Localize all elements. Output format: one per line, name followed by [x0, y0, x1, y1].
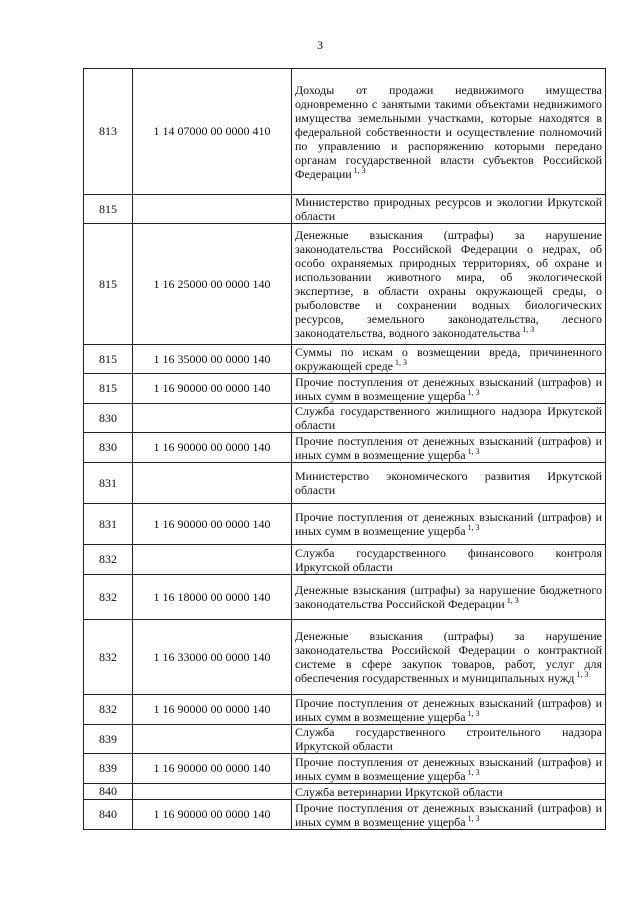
kbk-cell: 1 16 90000 00 0000 140: [133, 374, 292, 404]
admin-code-cell: 815: [84, 345, 133, 374]
table-row: [84, 224, 606, 345]
kbk-cell: 1 16 35000 00 0000 140: [133, 345, 292, 374]
kbk-cell: [133, 784, 292, 800]
table-row: [84, 195, 606, 224]
revenue-name-cell: [292, 575, 606, 620]
admin-code-cell: 839: [84, 754, 133, 784]
administrator-name-cell: Служба государственного строительного надзора Иркутской области: [292, 725, 606, 754]
footnote-ref: 1, 3: [395, 358, 408, 367]
table-row: [84, 345, 606, 374]
kbk-cell: 1 16 33000 00 0000 140: [133, 620, 292, 695]
admin-code-cell: 840: [84, 800, 133, 830]
admin-code-cell: 839: [84, 725, 133, 754]
table-row: [84, 575, 606, 620]
kbk-cell: [133, 404, 292, 433]
admin-code-cell: 813: [84, 69, 133, 195]
table-row: [84, 504, 606, 545]
revenue-name-cell: [292, 504, 606, 545]
revenue-name-text: Суммы по искам о возмещении вреда, причиненного окружающей среде: [295, 345, 602, 373]
footnote-ref: 1, 3: [353, 165, 366, 175]
administrator-name-cell: Служба государственного жилищного надзора Иркутской области: [292, 404, 606, 433]
revenue-name-text: Прочие поступления от денежных взысканий (штрафов) и иных сумм в возмещение ущерба: [295, 754, 602, 783]
revenue-name-text: Доходы от продажи недвижимого имущества одновременно с занятыми такими объектами недвижимого имущества земельными участками, которые находятся в федеральной собственности и осуществление полномочий по управлению и распоряжению которыми передано органам государственной власти субъектов Российской Федерации: [295, 82, 602, 181]
table-row: [84, 404, 606, 433]
revenue-name-text: Денежные взыскания (штрафы) за нарушение законодательства Российской Федерации о контрактной системе в сфере закупок товаров, работ, услуг для обеспечения государственных и муниципальных нужд: [295, 629, 602, 685]
table-row: [84, 374, 606, 404]
admin-code-cell: 832: [84, 575, 133, 620]
revenue-name-text: Прочие поступления от денежных взысканий (штрафов) и иных сумм в возмещение ущерба: [295, 433, 602, 462]
kbk-cell: 1 16 90000 00 0000 140: [133, 754, 292, 784]
kbk-cell: 1 16 90000 00 0000 140: [133, 800, 292, 830]
kbk-cell: [133, 463, 292, 504]
administrator-name-cell: Служба ветеринарии Иркутской области: [292, 784, 606, 800]
kbk-cell: [133, 195, 292, 224]
kbk-cell: 1 16 90000 00 0000 140: [133, 504, 292, 545]
administrator-name-cell: Министерство природных ресурсов и экологии Иркутской области: [292, 195, 606, 224]
kbk-cell: 1 16 90000 00 0000 140: [133, 433, 292, 463]
page-number: 3: [317, 38, 323, 52]
revenue-name-cell: [292, 374, 606, 404]
administrator-name-cell: Министерство экономического развития Иркутской области: [292, 463, 606, 504]
revenue-name-text: Прочие поступления от денежных взысканий (штрафов) и иных сумм в возмещение ущерба: [295, 374, 602, 403]
admin-code-cell: 815: [84, 195, 133, 224]
admin-code-cell: 830: [84, 404, 133, 433]
kbk-cell: 1 16 90000 00 0000 140: [133, 695, 292, 725]
revenue-name-text: Прочие поступления от денежных взысканий (штрафов) и иных сумм в возмещение ущерба: [295, 510, 602, 538]
revenue-name-cell: [292, 433, 606, 463]
footnote-ref: 1, 3: [467, 708, 480, 718]
table-row: [84, 620, 606, 695]
kbk-cell: 1 14 07000 00 0000 410: [133, 69, 292, 195]
admin-code-cell: 832: [84, 695, 133, 725]
table-row: [84, 695, 606, 725]
table-row: [84, 463, 606, 504]
administrator-name-cell: Служба государственного финансового контроля Иркутской области: [292, 545, 606, 575]
kbk-cell: 1 16 18000 00 0000 140: [133, 575, 292, 620]
admin-code-cell: 831: [84, 463, 133, 504]
revenue-name-text: Прочие поступления от денежных взысканий (штрафов) и иных сумм в возмещение ущерба: [295, 695, 602, 724]
revenue-name-text: Денежные взыскания (штрафы) за нарушение законодательства Российской Федерации о недрах, об особо охраняемых природных территориях, об охране и использовании животного мира, об экологической экспертизе, в области охраны окружающей среды, о рыболовстве и сохранении водных биологических ресурсов, земельного законодательства, лесного законодательства, водного законодательства: [295, 228, 602, 340]
kbk-cell: [133, 725, 292, 754]
revenue-name-text: Денежные взыскания (штрафы) за нарушение бюджетного законодательства Российской Федерации: [295, 583, 602, 611]
revenue-name-cell: [292, 695, 606, 725]
revenue-name-text: Прочие поступления от денежных взысканий (штрафов) и иных сумм в возмещение ущерба: [295, 800, 602, 829]
footnote-ref: 1, 3: [467, 523, 480, 532]
revenue-name-cell: [292, 800, 606, 830]
revenue-name-cell: [292, 754, 606, 784]
footnote-ref: 1, 3: [467, 446, 480, 456]
table-row: [84, 433, 606, 463]
table-row: [84, 754, 606, 784]
admin-code-cell: 832: [84, 620, 133, 695]
footnote-ref: 1, 3: [467, 813, 480, 823]
admin-code-cell: 815: [84, 224, 133, 345]
table-row: [84, 545, 606, 575]
table-row: [84, 800, 606, 830]
footnote-ref: 1, 3: [522, 325, 535, 334]
footnote-ref: 1, 3: [576, 670, 589, 679]
footnote-ref: 1, 3: [467, 767, 480, 777]
revenue-name-cell: [292, 345, 606, 374]
revenue-name-cell: [292, 620, 606, 695]
table-row: [84, 69, 606, 195]
kbk-cell: 1 16 25000 00 0000 140: [133, 224, 292, 345]
revenue-admin-table: [83, 68, 606, 830]
admin-code-cell: 815: [84, 374, 133, 404]
admin-code-cell: 832: [84, 545, 133, 575]
table-row: [84, 784, 606, 800]
admin-code-cell: 830: [84, 433, 133, 463]
footnote-ref: 1, 3: [506, 596, 519, 605]
admin-code-cell: 840: [84, 784, 133, 800]
revenue-name-cell: [292, 69, 606, 195]
kbk-cell: [133, 545, 292, 575]
revenue-name-cell: [292, 224, 606, 345]
admin-code-cell: 831: [84, 504, 133, 545]
footnote-ref: 1, 3: [467, 387, 480, 397]
table-row: [84, 725, 606, 754]
